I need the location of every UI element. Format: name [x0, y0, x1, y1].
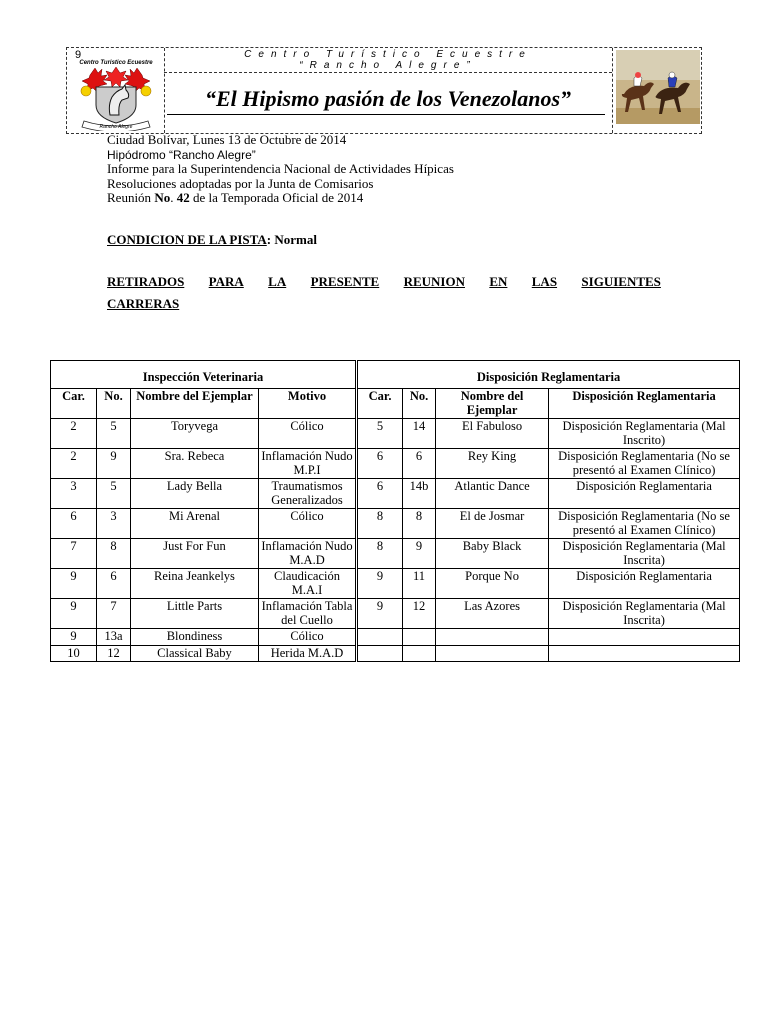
- race-number: 9: [357, 599, 403, 629]
- table-row: [51, 539, 740, 569]
- header-divider: [612, 48, 613, 133]
- club-logo: [72, 51, 160, 131]
- meeting-text: de la Temporada Oficial de 2014: [189, 190, 364, 205]
- horse-name: Classical Baby: [131, 645, 259, 662]
- horse-number: 3: [97, 509, 131, 539]
- meeting-text: Reunión: [107, 190, 155, 205]
- retired-heading-word: LA: [268, 274, 287, 289]
- withdrawal-reason: Claudicación M.A.I: [259, 569, 357, 599]
- race-number: 7: [51, 539, 97, 569]
- track-condition-label: CONDICION DE LA PISTA: [107, 232, 267, 247]
- horse-name: [436, 645, 549, 662]
- column-header: Car.: [51, 389, 97, 419]
- horse-name: El Fabuloso: [436, 419, 549, 449]
- horse-name: Atlantic Dance: [436, 479, 549, 509]
- horse-number: 11: [403, 569, 436, 599]
- race-number: 9: [357, 569, 403, 599]
- horse-name: Little Parts: [131, 599, 259, 629]
- race-number: 2: [51, 449, 97, 479]
- retired-heading-word: PRESENTE: [310, 274, 380, 289]
- slogan-underline: [167, 114, 605, 115]
- group-header-regulatory: Disposición Reglamentaria: [357, 361, 740, 389]
- race-number: [357, 629, 403, 646]
- page-number: 9: [75, 49, 82, 61]
- race-number: 2: [51, 419, 97, 449]
- race-number: 6: [51, 509, 97, 539]
- svg-text:Rancho Alegre: Rancho Alegre: [99, 124, 133, 130]
- horse-name: Just For Fun: [131, 539, 259, 569]
- horse-name: Porque No: [436, 569, 549, 599]
- regulatory-disposition: Disposición Reglamentaria (Mal Inscrito): [549, 419, 740, 449]
- column-header: Motivo: [259, 389, 357, 419]
- track-condition-colon: :: [266, 232, 275, 247]
- meeting-number: 42: [176, 190, 190, 205]
- withdrawal-reason: Inflamación Nudo M.P.I: [259, 449, 357, 479]
- regulatory-disposition: Disposición Reglamentaria (Mal Inscrita): [549, 599, 740, 629]
- horse-number: 13a: [97, 629, 131, 646]
- retired-heading-line1: [107, 274, 661, 290]
- column-header: No.: [403, 389, 436, 419]
- race-number: 10: [51, 645, 97, 662]
- hippodrome-line: Hipódromo “Rancho Alegre”: [107, 147, 256, 162]
- report-info: [107, 133, 454, 206]
- table-row: [51, 645, 740, 662]
- withdrawals-table: [50, 360, 740, 662]
- svg-text:Centro Turistico Ecuestre: Centro Turistico Ecuestre: [79, 60, 153, 66]
- race-number: 8: [357, 509, 403, 539]
- horse-number: 8: [97, 539, 131, 569]
- horse-number: 5: [97, 479, 131, 509]
- race-number: 8: [357, 539, 403, 569]
- regulatory-disposition: [549, 629, 740, 646]
- header-divider: [164, 72, 612, 73]
- horse-name: Reina Jeankelys: [131, 569, 259, 599]
- withdrawal-reason: Inflamación Nudo M.A.D: [259, 539, 357, 569]
- regulatory-disposition: Disposición Reglamentaria: [549, 479, 740, 509]
- horse-number: [403, 629, 436, 646]
- meeting-text: .: [170, 190, 177, 205]
- withdrawal-reason: Herida M.A.D: [259, 645, 357, 662]
- withdrawal-reason: Inflamación Tabla del Cuello: [259, 599, 357, 629]
- horse-number: 14b: [403, 479, 436, 509]
- race-number: 6: [357, 449, 403, 479]
- report-recipient-line: Informe para la Superintendencia Nacional de Actividades Hípicas: [107, 161, 454, 176]
- race-number: 9: [51, 629, 97, 646]
- retired-heading-word: LAS: [531, 274, 558, 289]
- horse-number: 8: [403, 509, 436, 539]
- race-number: 9: [51, 569, 97, 599]
- regulatory-disposition: Disposición Reglamentaria (Mal Inscrita): [549, 539, 740, 569]
- table-row: [51, 419, 740, 449]
- horse-number: 12: [97, 645, 131, 662]
- column-header: Car.: [357, 389, 403, 419]
- resolutions-line: Resoluciones adoptadas por la Junta de Comisarios: [107, 175, 374, 191]
- horse-number: 9: [403, 539, 436, 569]
- withdrawal-reason: Cólico: [259, 419, 357, 449]
- race-number: 9: [51, 599, 97, 629]
- horse-number: 6: [97, 569, 131, 599]
- horse-name: Las Azores: [436, 599, 549, 629]
- horse-name: El de Josmar: [436, 509, 549, 539]
- track-condition-value: Normal: [274, 232, 317, 247]
- horse-number: 12: [403, 599, 436, 629]
- slogan: “El Hipismo pasión de los Venezolanos”: [204, 86, 572, 111]
- horse-number: 9: [97, 449, 131, 479]
- withdrawal-reason: Cólico: [259, 629, 357, 646]
- regulatory-disposition: Disposición Reglamentaria (No se presentó al Examen Clínico): [549, 509, 740, 539]
- retired-heading-word: PARA: [208, 274, 244, 289]
- retired-heading-word: SIGUIENTES: [581, 274, 661, 289]
- org-subname: “Rancho Alegre”: [299, 60, 477, 71]
- horse-number: 7: [97, 599, 131, 629]
- horse-name: Mi Arenal: [131, 509, 259, 539]
- horse-number: 6: [403, 449, 436, 479]
- horse-name: Blondiness: [131, 629, 259, 646]
- horse-name: Baby Black: [436, 539, 549, 569]
- org-name: Centro Turístico Ecuestre: [244, 49, 532, 60]
- race-number: 6: [357, 479, 403, 509]
- table-row: [51, 449, 740, 479]
- meeting-line: [107, 191, 454, 206]
- column-header: Disposición Reglamentaria: [549, 389, 740, 419]
- track-condition: [107, 232, 317, 248]
- date-line: Ciudad Bolívar, Lunes 13 de Octubre de 2014: [107, 132, 347, 147]
- table-row: [51, 479, 740, 509]
- race-number: [357, 645, 403, 662]
- retired-heading-line2: CARRERAS: [107, 296, 180, 311]
- horse-number: 14: [403, 419, 436, 449]
- regulatory-disposition: Disposición Reglamentaria: [549, 569, 740, 599]
- table-row: [51, 599, 740, 629]
- column-header: No.: [97, 389, 131, 419]
- horse-number: 5: [97, 419, 131, 449]
- retired-heading-word: EN: [489, 274, 508, 289]
- letterhead: [66, 47, 702, 134]
- horse-race-photo: [616, 50, 700, 124]
- horse-number: [403, 645, 436, 662]
- retired-heading-word: REUNION: [403, 274, 465, 289]
- column-header: Nombre del Ejemplar: [131, 389, 259, 419]
- horse-name: Sra. Rebeca: [131, 449, 259, 479]
- withdrawal-reason: Cólico: [259, 509, 357, 539]
- table-row: [51, 509, 740, 539]
- table-row: [51, 629, 740, 646]
- withdrawal-reason: Traumatismos Generalizados: [259, 479, 357, 509]
- meeting-no-label: No: [154, 190, 171, 205]
- horse-name: Rey King: [436, 449, 549, 479]
- group-header-vet-inspection: Inspección Veterinaria: [51, 361, 357, 389]
- horse-name: Lady Bella: [131, 479, 259, 509]
- table-row: [51, 569, 740, 599]
- regulatory-disposition: [549, 645, 740, 662]
- race-number: 3: [51, 479, 97, 509]
- column-header: Nombre del Ejemplar: [436, 389, 549, 419]
- horse-name: [436, 629, 549, 646]
- horse-name: Toryvega: [131, 419, 259, 449]
- race-number: 5: [357, 419, 403, 449]
- regulatory-disposition: Disposición Reglamentaria (No se presentó al Examen Clínico): [549, 449, 740, 479]
- retired-heading-word: RETIRADOS: [107, 274, 185, 289]
